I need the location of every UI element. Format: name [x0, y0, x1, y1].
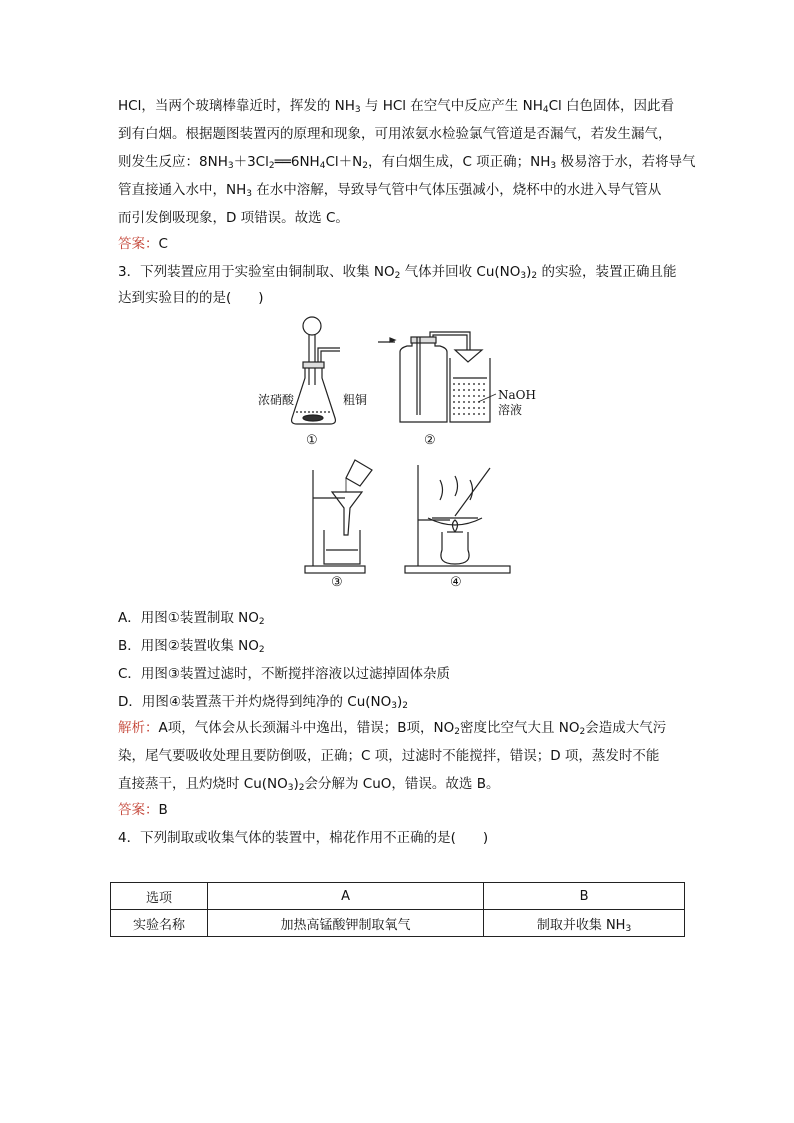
evaporation-apparatus-4	[405, 465, 510, 573]
analysis-line-2: 染，尾气要吸收处理且要防倒吸，正确；C 项，过滤时不能搅拌，错误；D 项，蒸发时不能	[118, 748, 660, 764]
label-concentrated-nitric-acid: 浓硝酸	[258, 393, 295, 407]
analysis-line-1: 解析：A项，气体会从长颈漏斗中逸出，错误；B项，$NO_2$密度比空气大且 $NO_2$会造成大气污	[118, 720, 667, 737]
figure-label-3: ③	[331, 575, 343, 590]
explanation-line-3: 则发生反应：$8NH_3+3Cl_2══6NH_4Cl+N_2$，有白烟生成，C 项正确；$NH_3$ 极易溶于水，若将导气	[118, 154, 696, 171]
option-c: C．用图③装置过滤时，不断搅拌溶液以过滤掉固体杂质	[118, 666, 451, 682]
option-b: B．用图②装置收集 $NO_2$	[118, 638, 265, 655]
question-3-line-1: 3．下列装置应用于实验室由铜制取、收集 $NO_2$ 气体并回收 $Cu(NO_3)_2$ 的实验，装置正确且能	[118, 264, 677, 281]
explanation-line-2: 到有白烟。根据题图装置丙的原理和现象，可用浓氨水检验氯气管道是否漏气，若发生漏气，	[118, 126, 672, 142]
question-3-line-2: 达到实验目的的是( )	[118, 290, 264, 306]
table-cell-a: 加热高锰酸钾制取氧气	[208, 910, 484, 937]
explanation-line-4: 管直接通入水中，$NH_3$ 在水中溶解，导致导气管中气体压强减小，烧杯中的水进入导气管从	[118, 182, 662, 199]
label-solution: 溶液	[498, 403, 523, 417]
question-4: 4．下列制取或收集气体的装置中，棉花作用不正确的是( )	[118, 830, 489, 846]
flask-apparatus-1	[292, 317, 340, 424]
figure-label-2: ②	[424, 433, 436, 448]
filtration-apparatus-3	[305, 460, 372, 573]
answer-3: 答案：B	[118, 802, 168, 818]
label-crude-copper: 粗铜	[343, 393, 368, 407]
explanation-line-1: HCl，当两个玻璃棒靠近时，挥发的 $NH_3$ 与 HCl 在空气中反应产生 $NH_4Cl$ 白色固体，因此看	[118, 98, 675, 115]
question-4-table	[110, 882, 685, 937]
table-header-a: A	[208, 883, 484, 910]
table-header-b: B	[484, 883, 685, 910]
table-row-label: 实验名称	[111, 910, 208, 937]
figure-label-1: ①	[306, 433, 318, 448]
collection-apparatus-2	[378, 332, 496, 422]
explanation-line-5: 而引发倒吸现象，D 项错误。故选 C。	[118, 210, 349, 226]
option-d: D．用图④装置蒸干并灼烧得到纯净的 $Cu(NO_3)_2$	[118, 694, 409, 711]
option-a: A．用图①装置制取 $NO_2$	[118, 610, 265, 627]
table-header-row	[111, 883, 685, 910]
table-header-option: 选项	[111, 883, 208, 910]
label-naoh: NaOH	[498, 388, 536, 402]
apparatus-figure	[250, 310, 540, 590]
analysis-line-3: 直接蒸干，且灼烧时 $Cu(NO_3)_2$会分解为 CuO，错误。故选 B。	[118, 776, 500, 793]
answer-prev: 答案：C	[118, 236, 168, 252]
table-cell-b: 制取并收集 $NH_3$	[484, 910, 685, 937]
figure-label-4: ④	[450, 575, 462, 590]
table-row	[111, 910, 685, 937]
